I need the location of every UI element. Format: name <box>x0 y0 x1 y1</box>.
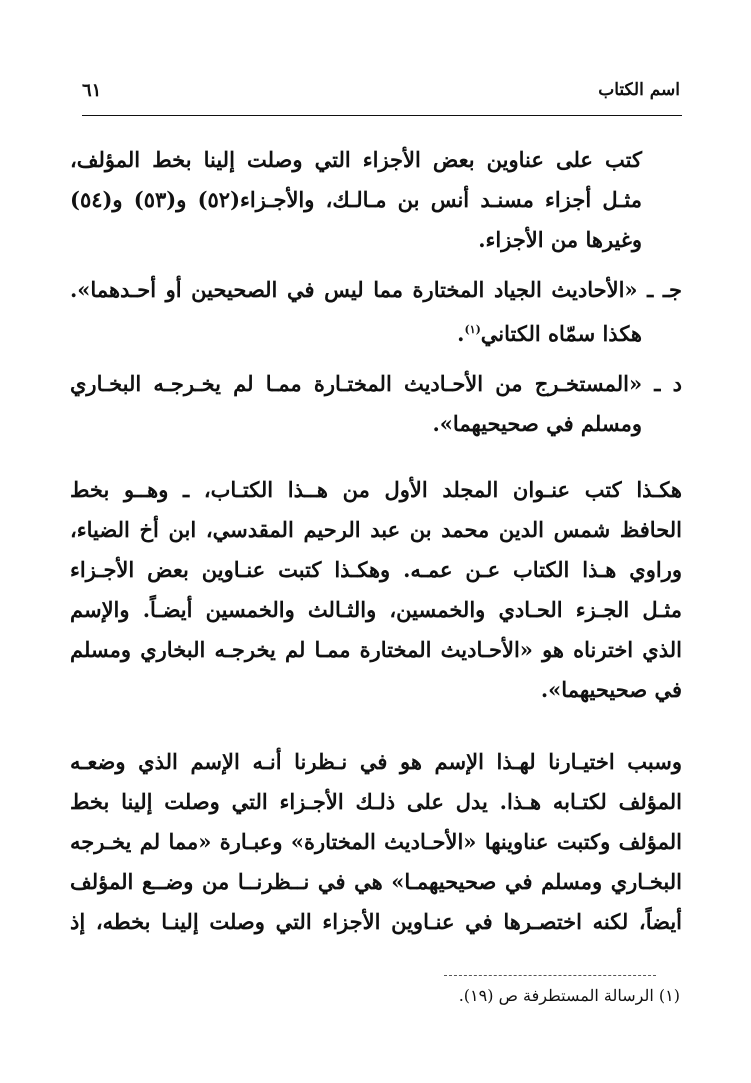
footnote-reference: (١) <box>464 323 481 336</box>
text-line: المؤلف لكتـابه هـذا. يدل على ذلـك الأجـزاء التي وصلت إلينا بخط <box>70 789 682 814</box>
paragraph <box>70 742 682 942</box>
text-line: المؤلف وكتبت عناوينها «الأحـاديث المختارة» وعبـارة «مما لم يخـرجه <box>70 829 682 854</box>
text-line: الذي اخترناه هو «الأحـاديث المختارة ممـا لم يخرجـه البخاري ومسلم <box>70 637 682 662</box>
footnote-text: الرسالة المستطرفة ص (١٩). <box>458 986 654 1005</box>
text-line <box>70 310 682 354</box>
text-line: مثـل أجزاء مسنـد أنس بن مـالـك، والأجـزاء(٥٢) و(٥٣) و(٥٤) <box>70 187 643 212</box>
paragraph <box>70 470 682 710</box>
text-line: د ـ «المستخـرج من الأحـاديث المختـارة ممـا لم يخـرجـه البخـاري <box>70 371 682 396</box>
footnote-separator <box>444 975 656 976</box>
text-line: كتب على عناوين بعض الأجزاء التي وصلت إلينا بخط المؤلف، <box>70 147 642 172</box>
footnote <box>380 986 680 1005</box>
continuation-paragraph <box>70 140 682 260</box>
text-line: وراوي هـذا الكتاب عـن عمـه. وهكـذا كتبت عنـاوين بعض الأجـزاء <box>70 557 682 582</box>
list-item-d <box>70 364 682 444</box>
text-line: أيضاً، لكنه اختصـرها في عنـاوين الأجزاء التي وصلت إلينـا بخطه، إذ <box>70 909 682 934</box>
text-line: البخـاري ومسلم في صحيحيهمـا» هي في نــظرنــا من وضــع المؤلف <box>70 869 682 894</box>
page-header <box>82 76 680 110</box>
text-span: . <box>457 321 465 346</box>
page-number: ٦١ <box>82 80 102 101</box>
footnote-marker: (١) <box>658 986 680 1005</box>
text-line: وغيرها من الأجزاء. <box>478 227 642 252</box>
list-item-j <box>70 270 682 354</box>
text-line: الحافظ شمس الدين محمد بن عبد الرحيم المقدسي، ابن أخ الضياء، <box>70 517 682 542</box>
running-title: اسم الكتاب <box>598 80 680 100</box>
header-rule <box>82 115 682 116</box>
text-line: وسبب اختيـارنا لهـذا الإسم هو في نـظرنا أنـه الإسم الذي وضعـه <box>70 749 682 774</box>
text-line: مثـل الجـزء الحـادي والخمسين، والثـالث والخمسين أيضـاً. والإسم <box>70 597 682 622</box>
text-line: جـ ـ «الأحاديث الجياد المختارة مما ليس في الصحيحين أو أحـدهما». <box>70 277 682 302</box>
page-body <box>70 140 682 942</box>
text-line: في صحيحيهما». <box>540 677 682 702</box>
text-line: ومسلم في صحيحيهما». <box>432 411 642 436</box>
text-span: هكذا سمّاه الكتاني <box>480 321 642 346</box>
text-line: هكـذا كتب عنـوان المجلد الأول من هــذا الكتـاب، ـ وهــو بخط <box>70 477 682 502</box>
